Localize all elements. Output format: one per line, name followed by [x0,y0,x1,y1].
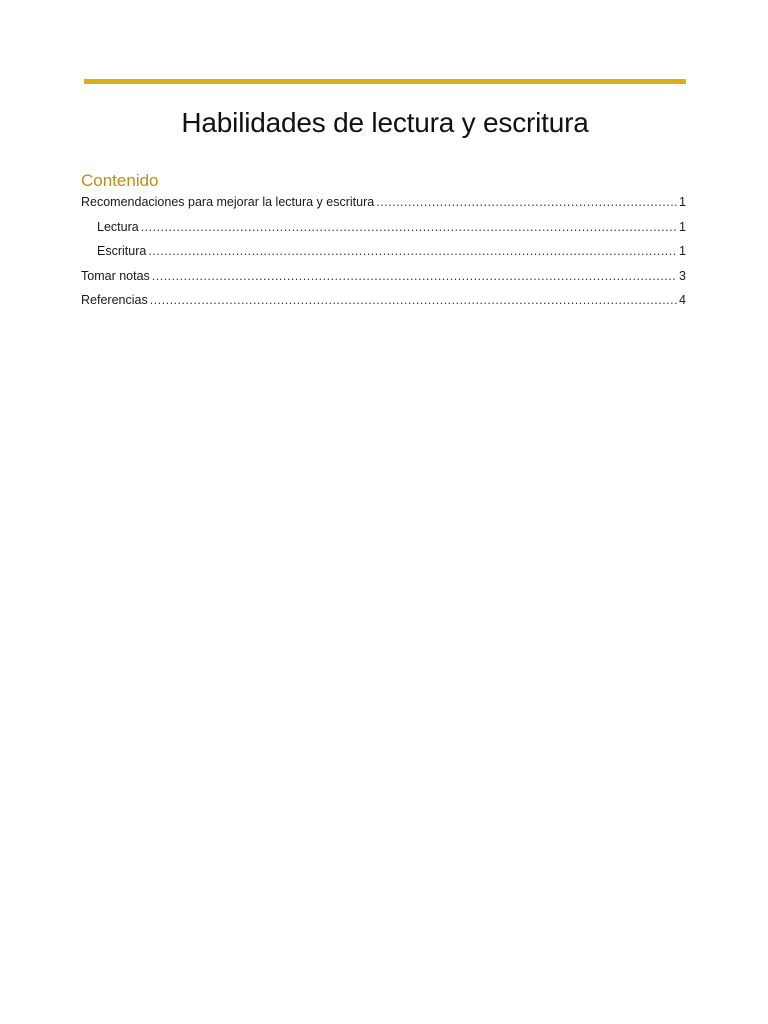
toc-dot-leader [150,293,677,307]
toc-page-number: 4 [679,293,686,307]
toc-heading: Contenido [81,171,159,190]
toc-dot-leader [376,195,677,209]
toc-entry-escritura[interactable] [81,244,686,269]
toc-entry-label: Lectura [97,219,139,234]
toc-entry-label: Escritura [97,244,147,258]
toc-dot-leader [152,269,677,283]
toc-dot-leader [148,244,677,258]
toc-page-number: 1 [679,219,686,234]
toc-entry-tomar-notas[interactable] [81,269,686,294]
toc-page-number: 3 [679,268,686,283]
toc-page-number: 1 [679,244,686,258]
toc-page-number: 1 [679,195,686,209]
title-top-rule [84,79,686,84]
toc-entry-label: Recomendaciones para mejorar la lectura y escritura [81,195,375,209]
toc-entry-lectura[interactable] [81,220,686,245]
toc-dot-leader [141,220,677,234]
toc-entry-label: Tomar notas [81,268,150,283]
toc-entry-label: Referencias [81,293,148,307]
table-of-contents [81,170,686,318]
document-title: Habilidades de lectura y escritura [181,107,589,138]
toc-entry-referencias[interactable] [81,293,686,318]
toc-entry-recomendaciones[interactable] [81,195,686,220]
